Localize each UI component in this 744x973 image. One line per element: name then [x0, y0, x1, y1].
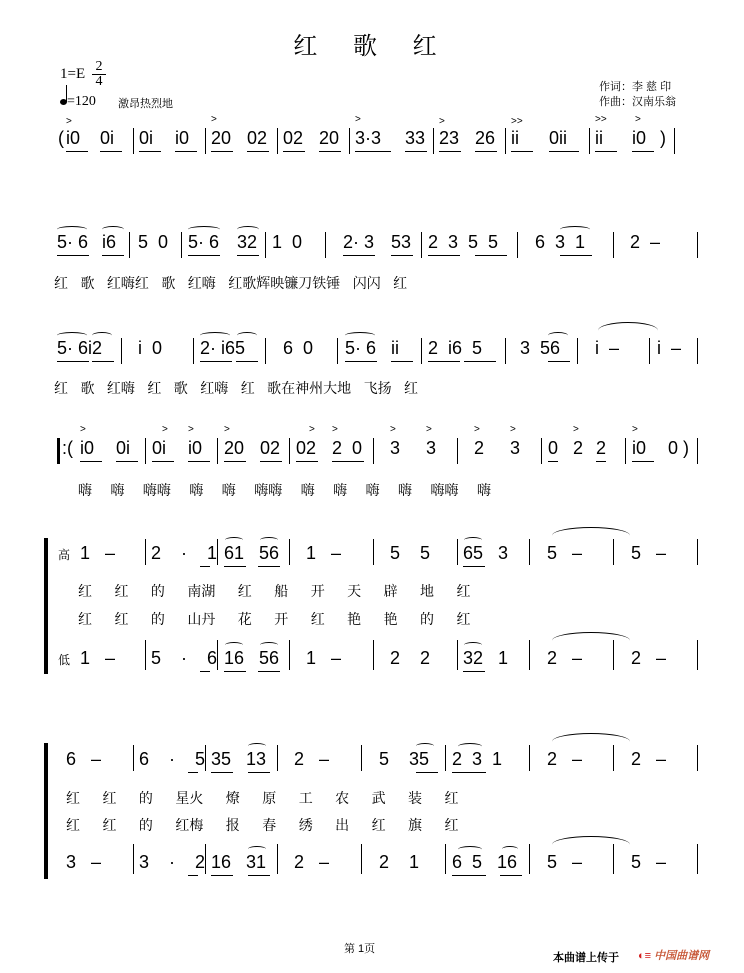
- logo-icon: ◐≡: [638, 950, 652, 962]
- page-title: 红 歌 红: [293, 32, 451, 60]
- meter-top: 2: [95, 59, 103, 74]
- chorus2-high: 6 – 6 · 5 35 13 2 – 5 35 2 3 1 2 – 2 –: [0, 749, 744, 779]
- quarter-note-icon: [60, 99, 67, 105]
- time-signature: [92, 60, 106, 89]
- lyricist: 作词：李 慈 印: [599, 81, 672, 93]
- chorus2-lyrics-1: 红 红 的 星火 燎 原 工 农 武 装 红: [66, 791, 459, 807]
- lyrics-verse1: 红 歌 红嗨红 歌 红嗨 红歌辉映镰刀铁锤 闪闪 红: [54, 276, 408, 292]
- staff-line-refrain: :( i0 0i 0i i0 20 02 02 2 0 3 3 2 3 0 2 2 i0 0 ) > > > > > > > > > > > >: [0, 438, 744, 468]
- low-voice-label: 低: [58, 653, 71, 667]
- lyrics-refrain: 嗨 嗨 嗨嗨 嗨 嗨 嗨嗨 嗨 嗨 嗨 嗨 嗨嗨 嗨: [78, 483, 491, 499]
- meter-bottom: 4: [92, 74, 106, 89]
- site-name: 中国曲谱网: [654, 950, 710, 962]
- chorus1-lyrics-1: 红 红 的 南湖 红 船 开 天 辟 地 红: [78, 584, 471, 600]
- chorus2-low: 3 – 3 · 2 16 31 2 – 2 1 6 5 16 5 – 5 –: [0, 852, 744, 882]
- staff-line-verse1: 5· 6 i6 5 0 5· 6 32 1 0 2· 3 53 2 3 5 5 6 3 1 2 –: [0, 232, 744, 262]
- expression-mark: 激昂热烈地: [118, 98, 173, 110]
- upload-note: 本曲谱上传于: [553, 952, 619, 964]
- composer: 作曲：汉南乐翁: [599, 96, 676, 108]
- chorus1-lyrics-2: 红 红 的 山丹 花 开 红 艳 艳 的 红: [78, 612, 471, 628]
- staff-line-verse2: 5· 6i2 i 0 2· i65 6 0 5· 6 ii 2 i6 5 3 56 i – i –: [0, 338, 744, 368]
- chorus1-high: 高 1 – 2 · 1 61 56 1 – 5 5 65 3 5 – 5 –: [0, 543, 744, 573]
- page-number: 第 1页: [344, 943, 376, 955]
- chorus1-low: 低 1 – 5 · 6 16 56 1 – 2 2 32 1 2 – 2 –: [0, 648, 744, 678]
- credits: [599, 80, 676, 110]
- tempo-value: =120: [67, 94, 96, 109]
- chorus2-lyrics-2: 红 红 的 红梅 报 春 绣 出 红 旗 红: [66, 818, 459, 834]
- tempo-marking: [60, 94, 96, 110]
- key-signature: 1=E: [60, 66, 86, 82]
- high-voice-label: 高: [58, 548, 71, 562]
- lyrics-verse2: 红 歌 红嗨 红 歌 红嗨 红 歌在神州大地 飞扬 红: [54, 381, 419, 397]
- site-logo[interactable]: [638, 947, 709, 963]
- staff-line-intro: ( i0 0i 0i i0 20 02 02 20 3·3 33 23 26 ii 0ii ii i0 ) > > > > >> >> >: [0, 128, 744, 158]
